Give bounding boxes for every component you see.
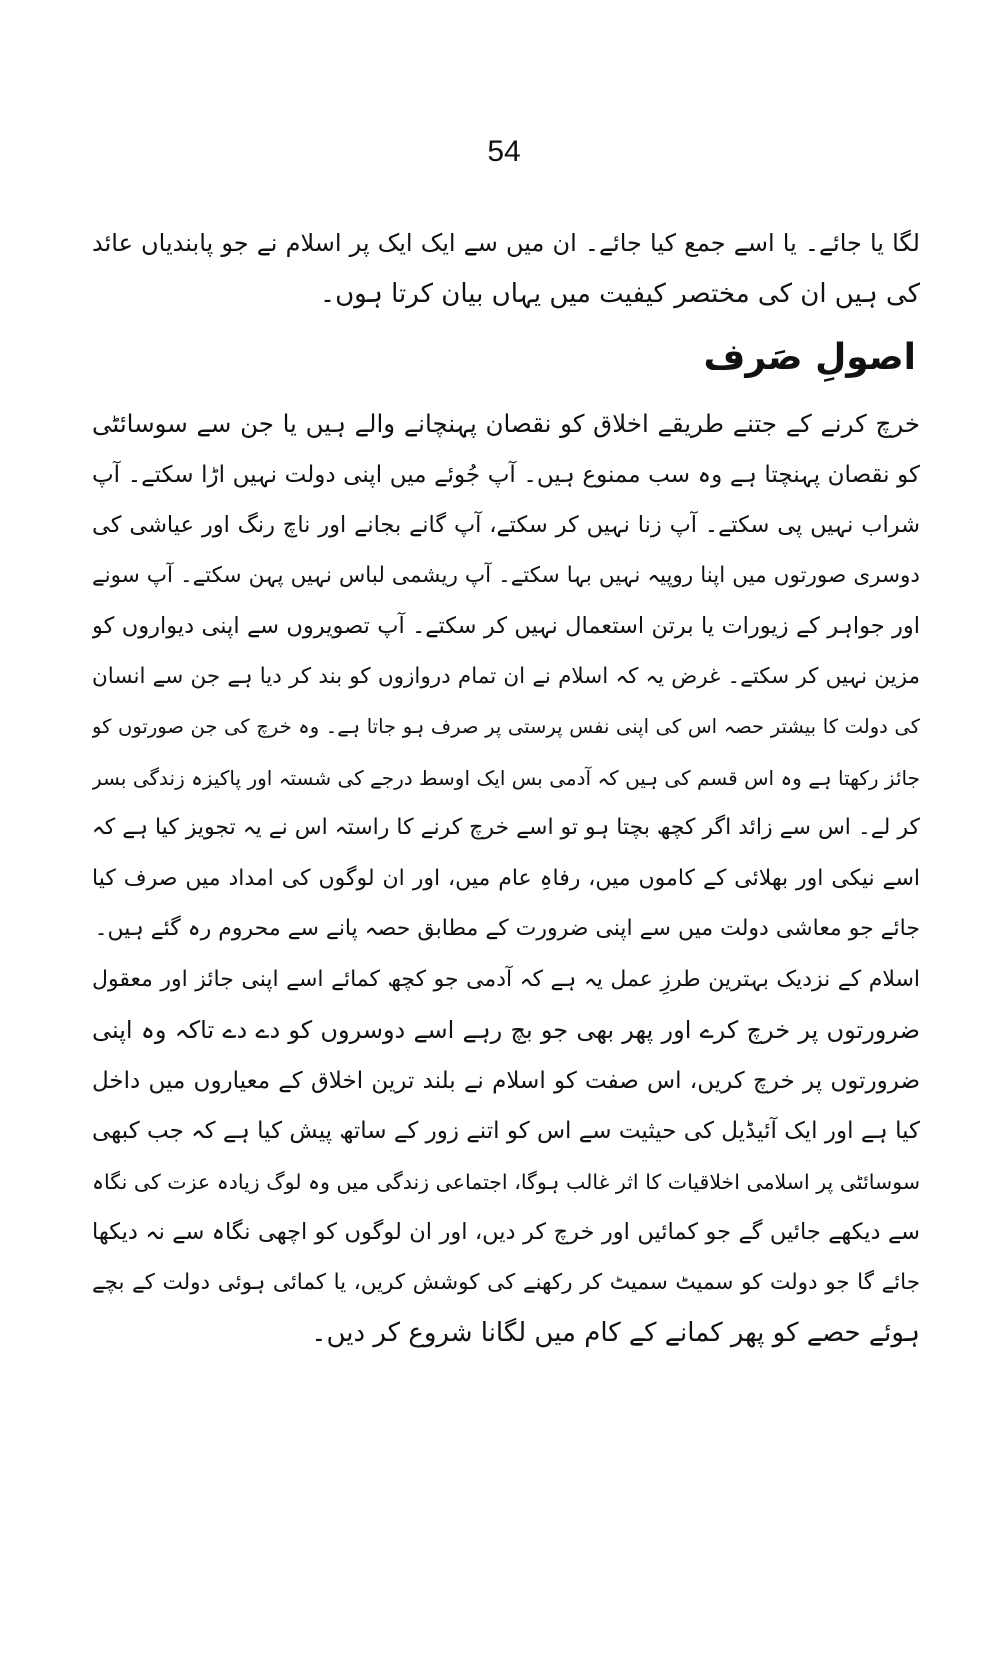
text-line: کر لے۔ اس سے زائد اگر کچھ بچتا ہو تو اسے خرچ کرنے کا راستہ اس نے یہ تجویز کیا ہے کہ	[92, 815, 920, 840]
text-line: کو نقصان پہنچتا ہے وہ سب ممنوع ہیں۔ آپ جُوئے میں اپنی دولت نہیں اڑا سکتے۔ آپ	[92, 461, 920, 488]
text-line: دوسری صورتوں میں اپنا روپیہ نہیں بہا سکتے۔ آپ ریشمی لباس نہیں پہن سکتے۔ آپ سونے	[92, 562, 920, 588]
text-line: اور جواہر کے زیورات یا برتن استعمال نہیں کر سکتے۔ آپ تصویروں سے اپنی دیواروں کو	[92, 613, 920, 639]
text-line: ضرورتوں پر خرچ کریں، اس صفت کو اسلام نے بلند ترین اخلاق کے معیاروں میں داخل	[92, 1067, 920, 1094]
text-line: جائے جو معاشی دولت میں سے اپنی ضرورت کے مطابق حصہ پانے سے محروم رہ گئے ہیں۔	[94, 916, 920, 941]
text-line: جائے گا جو دولت کو سمیٹ سمیٹ کر رکھنے کی کوشش کریں، یا کمائی ہوئی دولت کے بچے	[92, 1269, 920, 1295]
text-line: جائز رکھتا ہے وہ اس قسم کی ہیں کہ آدمی بس ایک اوسط درجے کی شستہ اور پاکیزہ زندگی بسر	[92, 765, 920, 790]
text-line: سوسائٹی پر اسلامی اخلاقیات کا اثر غالب ہوگا، اجتماعی زندگی میں وہ لوگ زیادہ عزت کی نگاہ	[92, 1169, 920, 1194]
text-line: کی ہیں ان کی مختصر کیفیت میں یہاں بیان کرتا ہوں۔	[319, 278, 920, 309]
body-paragraph	[92, 399, 920, 1359]
text-line: لگا یا جائے۔ یا اسے جمع کیا جائے۔ ان میں سے ایک ایک پر اسلام نے جو پابندیاں عائد	[92, 229, 920, 257]
text-line: اسلام کے نزدیک بہترین طرزِ عمل یہ ہے کہ آدمی جو کچھ کمائے اسے اپنی جائز اور معقول	[92, 966, 920, 992]
text-line: مزین نہیں کر سکتے۔ غرض یہ کہ اسلام نے ان تمام دروازوں کو بند کر دیا ہے جن سے انسان	[92, 663, 920, 689]
intro-paragraph	[92, 218, 920, 319]
page-number: 54	[487, 135, 521, 168]
text-line: سے دیکھے جائیں گے جو کمائیں اور خرچ کر دیں، اور ان لوگوں کو اچھی نگاہ سے نہ دیکھا	[92, 1219, 920, 1245]
text-line: اسے نیکی اور بھلائی کے کاموں میں، رفاہِ عام میں، اور ان لوگوں کی امداد میں صرف کیا	[92, 865, 920, 891]
text-line: کیا ہے اور ایک آئیڈیل کی حیثیت سے اس کو اتنے زور کے ساتھ پیش کیا ہے کہ جب کبھی	[92, 1118, 920, 1144]
section-heading: اصولِ صَرف	[703, 337, 916, 378]
text-line: شراب نہیں پی سکتے۔ آپ زنا نہیں کر سکتے، آپ گانے بجانے اور ناچ رنگ اور عیاشی کی	[92, 512, 920, 538]
text-line: ضرورتوں پر خرچ کرے اور پھر بھی جو بچ رہے اسے دوسروں کو دے دے تاکہ وہ اپنی	[92, 1016, 920, 1044]
text-line: خرچ کرنے کے جتنے طریقے اخلاق کو نقصان پہنچانے والے ہیں یا جن سے سوسائٹی	[92, 409, 920, 438]
text-line: کی دولت کا بیشتر حصہ اس کی اپنی نفس پرستی پر صرف ہو جاتا ہے۔ وہ خرچ کی جن صورتوں کو	[92, 715, 920, 738]
text-line: ہوئے حصے کو پھر کمانے کے کام میں لگانا شروع کر دیں۔	[311, 1318, 920, 1348]
